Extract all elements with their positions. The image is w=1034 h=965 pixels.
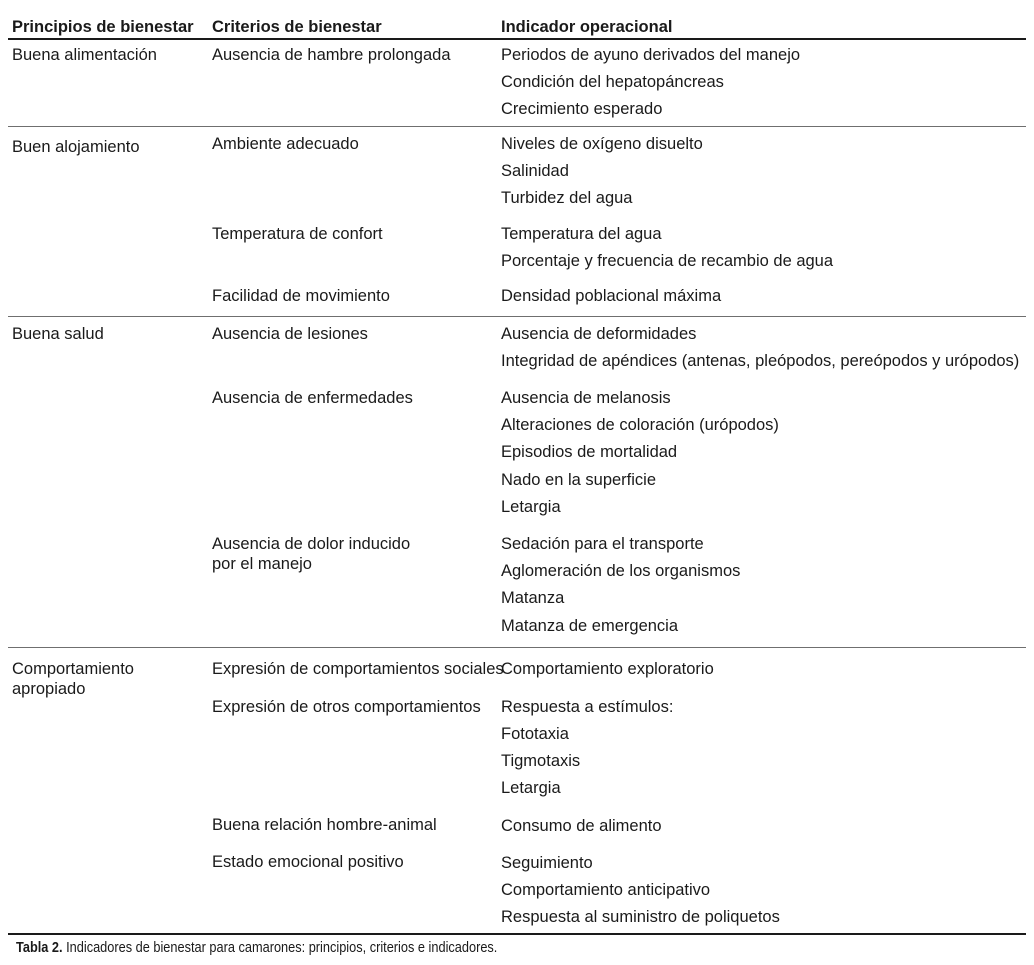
- indicator-cell: Tigmotaxis: [501, 752, 581, 770]
- indicator-cell: Alteraciones de coloración (urópodos): [501, 416, 779, 434]
- criterion-cell: Buena relación hombre-animal: [212, 816, 437, 834]
- criterion-cell: Ausencia de hambre prolongada: [212, 46, 451, 64]
- indicator-cell: Ausencia de deformidades: [501, 325, 697, 343]
- criterion-cell: Ausencia de lesiones: [212, 325, 368, 343]
- principle-cell-line: apropiado: [12, 680, 86, 698]
- group-separator-rule: [8, 647, 1026, 648]
- principle-cell: [12, 659, 134, 699]
- indicator-cell: Porcentaje y frecuencia de recambio de agua: [501, 252, 834, 270]
- indicator-cell: Respuesta al suministro de poliquetos: [501, 908, 780, 926]
- bottom-rule: [8, 933, 1026, 935]
- indicator-cell: Consumo de alimento: [501, 817, 662, 835]
- indicator-cell: Comportamiento exploratorio: [501, 660, 714, 678]
- criterion-cell: Facilidad de movimiento: [212, 287, 390, 305]
- principle-cell: Buen alojamiento: [12, 138, 140, 156]
- header-rule: [8, 38, 1026, 40]
- indicator-cell: Matanza: [501, 589, 565, 607]
- group-separator-rule: [8, 316, 1026, 317]
- principle-cell-line: Comportamiento: [12, 660, 134, 678]
- criterion-cell: Ambiente adecuado: [212, 135, 359, 153]
- header-principios: Principios de bienestar: [12, 18, 194, 36]
- criterion-cell-line: por el manejo: [212, 555, 312, 573]
- indicator-cell: Temperatura del agua: [501, 225, 662, 243]
- criterion-cell: Expresión de otros comportamientos: [212, 698, 481, 716]
- indicator-cell: Comportamiento anticipativo: [501, 881, 711, 899]
- table-caption: [16, 940, 497, 956]
- principle-cell: Buena alimentación: [12, 46, 157, 64]
- header-indicador: Indicador operacional: [501, 18, 673, 36]
- indicator-cell: Salinidad: [501, 162, 569, 180]
- indicator-cell: Densidad poblacional máxima: [501, 287, 722, 305]
- caption-text: Indicadores de bienestar para camarones: principios, criterios e indicadores.: [62, 940, 498, 956]
- indicator-cell: Letargia: [501, 498, 561, 516]
- indicator-cell: Respuesta a estímulos:: [501, 698, 674, 716]
- criterion-cell: Ausencia de enfermedades: [212, 389, 413, 407]
- indicator-cell: Letargia: [501, 779, 561, 797]
- indicator-cell: Aglomeración de los organismos: [501, 562, 741, 580]
- indicator-cell: Matanza de emergencia: [501, 617, 679, 635]
- indicator-cell: Condición del hepatopáncreas: [501, 73, 724, 91]
- indicator-cell: Nado en la superficie: [501, 471, 657, 489]
- criterion-cell: Temperatura de confort: [212, 225, 383, 243]
- indicator-cell: Integridad de apéndices (antenas, pleópodos, pereópodos y urópodos): [501, 352, 1020, 370]
- indicator-cell: Seguimiento: [501, 854, 593, 872]
- caption-label: Tabla 2.: [16, 940, 63, 956]
- indicator-cell: Periodos de ayuno derivados del manejo: [501, 46, 801, 64]
- indicator-cell: Ausencia de melanosis: [501, 389, 671, 407]
- indicator-cell: Turbidez del agua: [501, 189, 633, 207]
- indicator-cell: Fototaxia: [501, 725, 569, 743]
- indicator-cell: Crecimiento esperado: [501, 100, 663, 118]
- indicator-cell: Sedación para el transporte: [501, 535, 704, 553]
- criterion-cell: Estado emocional positivo: [212, 853, 404, 871]
- indicator-cell: Niveles de oxígeno disuelto: [501, 135, 703, 153]
- header-criterios: Criterios de bienestar: [212, 18, 382, 36]
- group-separator-rule: [8, 126, 1026, 127]
- criterion-cell: [212, 534, 410, 574]
- indicator-cell: Episodios de mortalidad: [501, 443, 678, 461]
- principle-cell: Buena salud: [12, 325, 104, 343]
- criterion-cell-line: Ausencia de dolor inducido: [212, 535, 411, 553]
- criterion-cell: Expresión de comportamientos sociales: [212, 660, 504, 678]
